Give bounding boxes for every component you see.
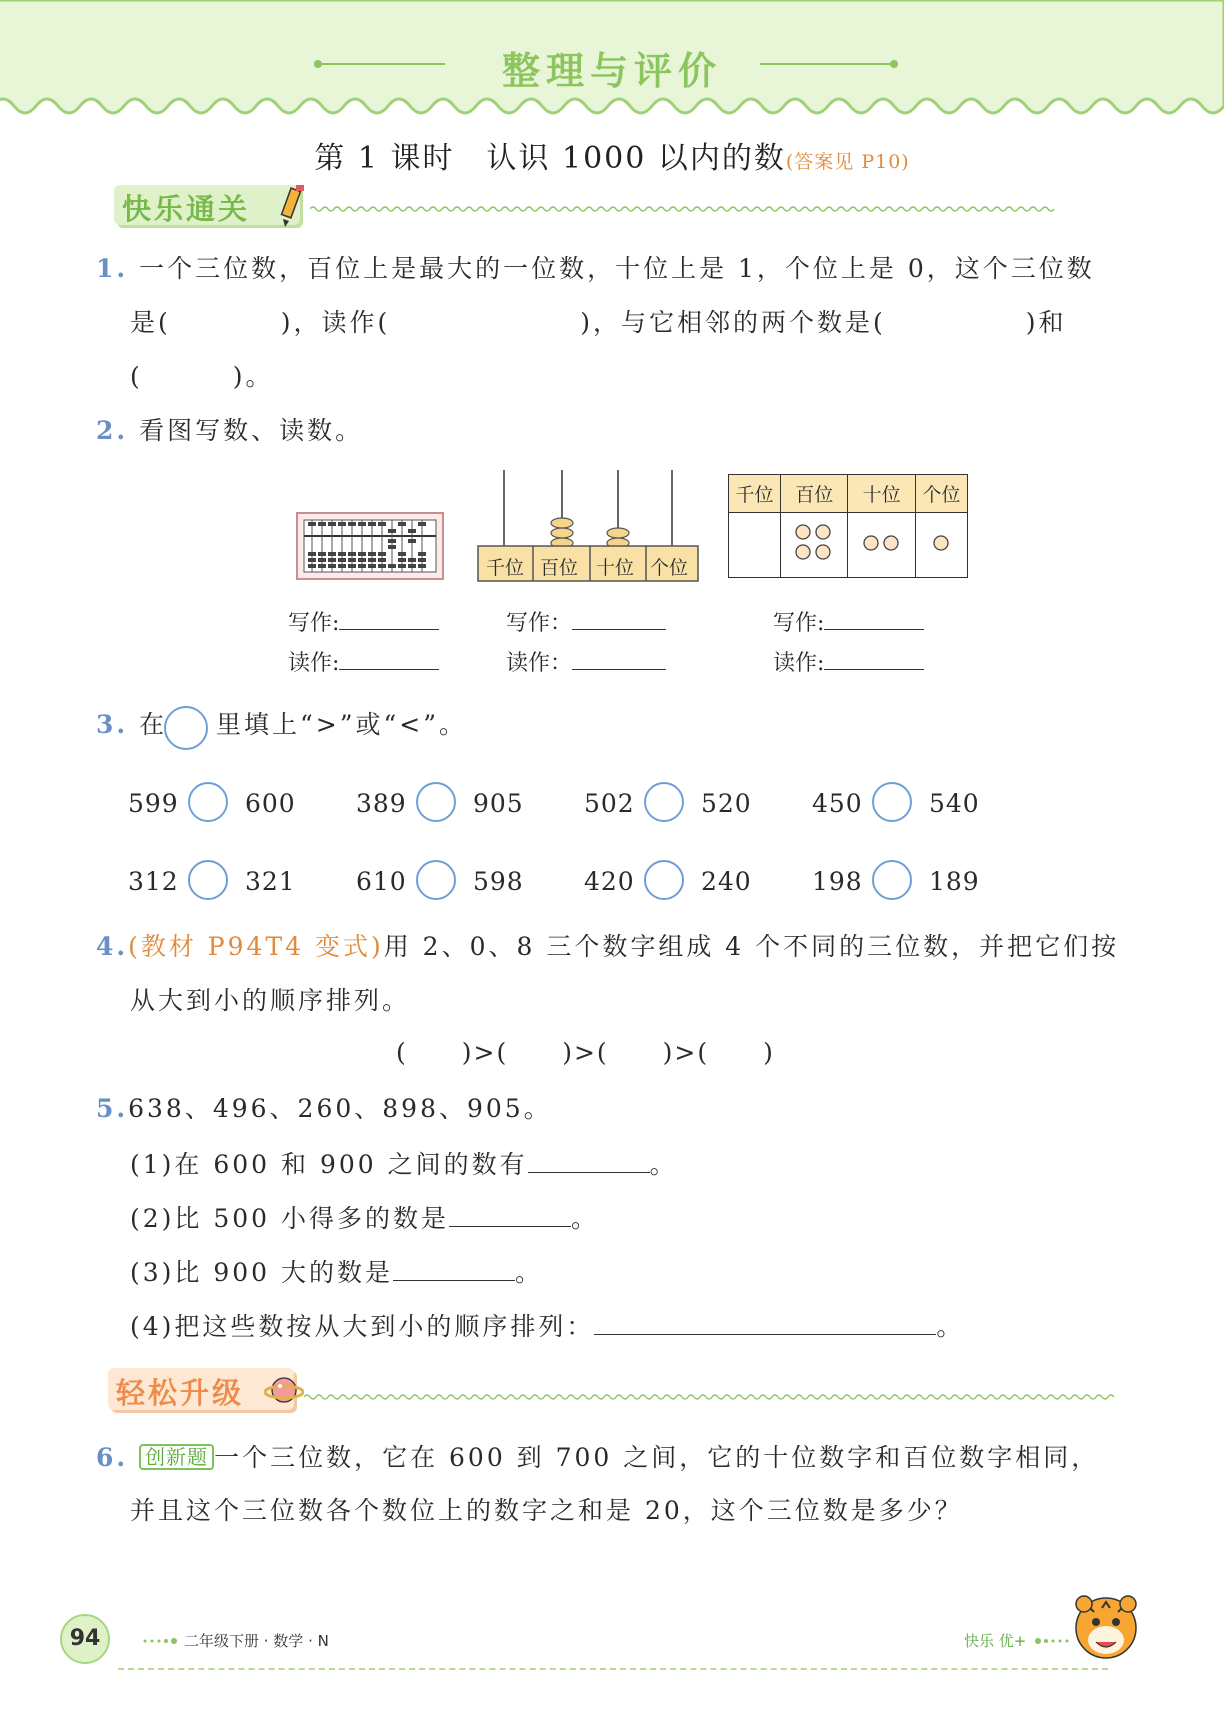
question-1 <box>96 256 1095 281</box>
write-blank-1[interactable] <box>339 607 439 630</box>
write-label: 写作: <box>773 611 825 636</box>
abacus-frame-image <box>296 512 444 580</box>
page-number: 94 <box>69 1626 101 1651</box>
abacus-label-thousands: 千位 <box>486 557 525 579</box>
innovation-tag: 创新题 <box>139 1444 214 1470</box>
q5-sub4-text: (4)把这些数按从大到小的顺序排列： <box>130 1312 595 1341</box>
compare-circle[interactable] <box>644 860 684 900</box>
q1-text-f: )。 <box>232 362 274 391</box>
table-cell-hundreds <box>781 513 848 578</box>
table-cell-tens <box>848 513 915 578</box>
write-label: 写作： <box>506 611 573 636</box>
question-1-line3 <box>130 364 274 389</box>
question-5-sub2 <box>130 1204 599 1231</box>
question-4-line1: 用 2、0、8 三个数字组成 4 个不同的三位数，并把它们按 <box>383 932 1120 961</box>
table-header-ones: 个位 <box>915 475 967 513</box>
question-2 <box>96 418 363 443</box>
question-6-line2: 并且这个三位数各个数位上的数字之和是 20，这个三位数是多少？ <box>130 1496 963 1525</box>
q5-period: 。 <box>515 1258 544 1287</box>
footer-dots-right <box>1034 1636 1070 1646</box>
ones-counters <box>926 528 956 558</box>
q5-blank-3[interactable] <box>393 1258 515 1281</box>
q5-period: 。 <box>571 1204 600 1233</box>
read-blank-2[interactable] <box>572 647 666 670</box>
compare-right: 598 <box>473 867 524 896</box>
abacus-labels <box>478 553 698 583</box>
q5-blank-1[interactable] <box>528 1150 650 1173</box>
section-badge-1 <box>114 183 310 227</box>
q5-blank-4[interactable] <box>594 1312 936 1335</box>
tiger-mascot-icon <box>1066 1586 1146 1666</box>
read-label: 读作: <box>773 651 825 676</box>
hundreds-counters <box>789 518 839 568</box>
question-4-line2: 从大到小的顺序排列。 <box>130 986 411 1015</box>
abacus-label-tens: 十位 <box>596 557 635 579</box>
footer-dashed-line <box>118 1668 1108 1670</box>
compare-circle[interactable] <box>416 782 456 822</box>
write-blank-2[interactable] <box>572 607 666 630</box>
q2-answer-block-1 <box>288 606 439 677</box>
read-blank-1[interactable] <box>339 647 439 670</box>
compare-right: 600 <box>245 789 296 818</box>
table-header-thousands: 千位 <box>729 475 781 513</box>
question-5-numbers: 638、496、260、898、905。 <box>128 1094 552 1123</box>
compare-left: 312 <box>128 867 179 896</box>
compare-right: 905 <box>473 789 524 818</box>
question-2-number: 2. <box>96 416 129 445</box>
compare-row-1 <box>0 782 1224 832</box>
question-4-order-blanks[interactable]: ( )>( )>( )>( ) <box>396 1038 775 1067</box>
read-label: 读作： <box>506 651 573 676</box>
tens-counters <box>857 528 907 558</box>
q1-text-b: )，读作( <box>280 308 391 337</box>
question-1-line1: 一个三位数，百位上是最大的一位数，十位上是 1，个位上是 0，这个三位数 <box>139 254 1095 283</box>
q5-sub2-text: (2)比 500 小得多的数是 <box>130 1204 450 1233</box>
page-number-badge <box>60 1614 110 1664</box>
compare-right: 540 <box>929 789 980 818</box>
question-6-number: 6. <box>96 1443 129 1472</box>
compare-left: 198 <box>812 867 863 896</box>
section-badge-2 <box>108 1366 304 1414</box>
read-label: 读作: <box>288 651 340 676</box>
place-value-table <box>728 474 968 578</box>
question-3-text-a: 在 <box>139 710 168 739</box>
q5-sub1-text: (1)在 600 和 900 之间的数有 <box>130 1150 528 1179</box>
abacus-label-hundreds: 百位 <box>540 557 579 579</box>
compare-right: 321 <box>245 867 296 896</box>
question-6-line1: 一个三位数，它在 600 到 700 之间，它的十位数字和百位数字相同， <box>214 1443 1100 1472</box>
table-header-hundreds: 百位 <box>781 475 848 513</box>
question-5 <box>96 1096 552 1121</box>
compare-left: 599 <box>128 789 179 818</box>
compare-right: 520 <box>701 789 752 818</box>
answer-reference: (答案见 P10) <box>785 151 910 173</box>
compare-circle[interactable] <box>188 860 228 900</box>
footer-dots-left <box>142 1636 178 1646</box>
q1-text-d: )和 <box>1025 308 1067 337</box>
table-cell-ones <box>915 513 967 578</box>
compare-row-2 <box>0 860 1224 910</box>
question-4 <box>96 934 1119 959</box>
compare-left: 389 <box>356 789 407 818</box>
compare-left: 502 <box>584 789 635 818</box>
q2-answer-block-3 <box>773 606 924 677</box>
read-blank-3[interactable] <box>824 647 924 670</box>
q5-period: 。 <box>649 1150 678 1179</box>
question-3-number: 3. <box>96 710 129 739</box>
section-divider-2 <box>304 1392 1118 1402</box>
section-title-happy: 快乐通关 <box>122 192 251 226</box>
table-header-tens: 十位 <box>848 475 915 513</box>
question-4-source: (教材 P94T4 变式) <box>128 932 384 961</box>
question-5-sub1 <box>130 1150 678 1177</box>
compare-circle[interactable] <box>416 860 456 900</box>
q5-period: 。 <box>936 1312 965 1341</box>
q1-text-c: )，与它相邻的两个数是( <box>580 308 886 337</box>
table-cell-thousands <box>729 513 781 578</box>
compare-circle[interactable] <box>188 782 228 822</box>
q5-blank-2[interactable] <box>449 1204 571 1227</box>
question-1-number: 1. <box>96 254 129 283</box>
section-divider-1 <box>310 204 1118 214</box>
header-title: 整理与评价 <box>501 49 722 93</box>
question-5-number: 5. <box>96 1094 129 1123</box>
compare-circle[interactable] <box>872 860 912 900</box>
question-2-text: 看图写数、读数。 <box>139 416 364 445</box>
footer-brand: 快乐 优+ <box>964 1632 1027 1650</box>
pencil-icon <box>276 183 310 227</box>
compare-left: 420 <box>584 867 635 896</box>
q1-text-a: 是( <box>130 308 171 337</box>
question-5-sub3 <box>130 1258 543 1285</box>
question-3-text-b: 里填上“>”或“<”。 <box>216 710 468 739</box>
compare-left: 610 <box>356 867 407 896</box>
compare-right: 240 <box>701 867 752 896</box>
question-5-sub4 <box>130 1312 964 1339</box>
write-blank-3[interactable] <box>824 607 924 630</box>
planet-icon <box>264 1370 304 1410</box>
q1-text-e: ( <box>130 362 143 391</box>
question-1-line2 <box>130 310 1067 335</box>
q5-sub3-text: (3)比 900 大的数是 <box>130 1258 394 1287</box>
section-title-upgrade: 轻松升级 <box>116 1376 245 1410</box>
write-label: 写作: <box>288 611 340 636</box>
question-4-number: 4. <box>96 932 129 961</box>
compare-left: 450 <box>812 789 863 818</box>
compare-right: 189 <box>929 867 980 896</box>
question-3 <box>96 712 167 737</box>
footer-book-info: 二年级下册 · 数学 · N <box>184 1632 329 1650</box>
q3-example-circle <box>164 706 208 750</box>
abacus-label-ones: 个位 <box>650 557 689 579</box>
question-6 <box>96 1444 1099 1470</box>
q2-answer-block-2 <box>506 606 666 677</box>
lesson-title <box>0 133 1224 177</box>
compare-circle[interactable] <box>644 782 684 822</box>
lesson-title-text: 第 1 课时 认识 1000 以内的数 <box>314 141 786 176</box>
compare-circle[interactable] <box>872 782 912 822</box>
